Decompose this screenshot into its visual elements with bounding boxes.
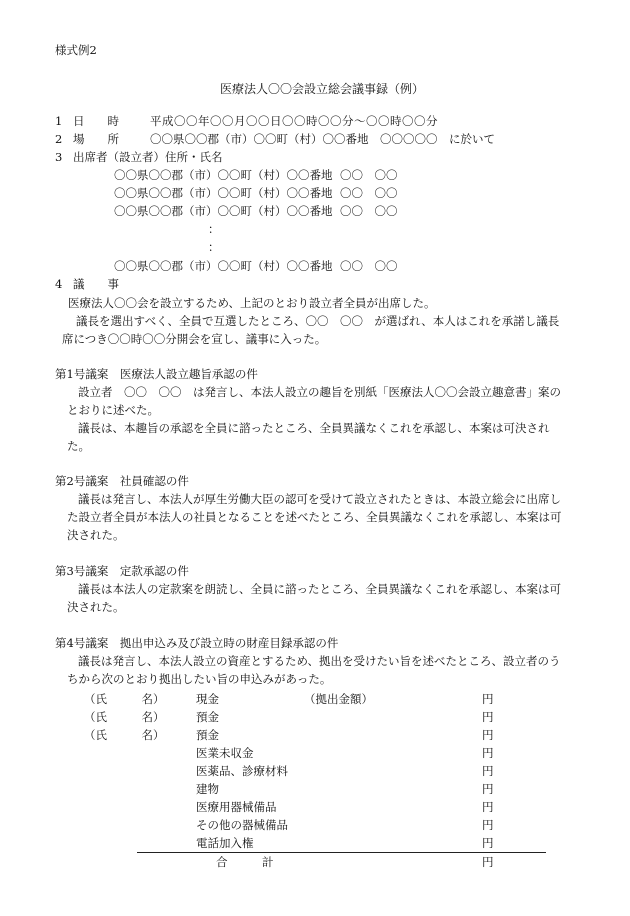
datetime-value: 平成〇〇年〇〇月〇〇日〇〇時〇〇分～〇〇時〇〇分 [150,114,438,128]
proceedings-line: 議長を選出すべく、全員で互選したところ、〇〇 〇〇 が選ばれ、本人はこれを承諾し議長 [76,314,560,328]
proceedings-line: 席につき〇〇時〇〇分開会を宣し、議事に入った。 [62,332,327,346]
asset-item: その他の器械備品 [196,818,288,832]
yen-unit: 円 [482,800,494,814]
attendee-address: 〇〇県〇〇郡（市）〇〇町（村）〇〇番地 [114,259,333,273]
asset-item: 建物 [196,782,219,796]
yen-unit: 円 [482,692,494,706]
agenda-line: 議長は本法人の定款案を朗読し、全員に諮ったところ、全員異議なくこれを承認し、本案は可 [78,582,561,596]
agenda-title: 第3号議案 定款承認の件 [55,564,189,578]
yen-unit: 円 [482,728,494,742]
attendees-label: 出席者（設立者）住所・氏名 [73,150,223,164]
yen-unit: 円 [482,818,494,832]
attendee-address: 〇〇県〇〇郡（市）〇〇町（村）〇〇番地 [114,204,333,218]
asset-item: 預金 [196,710,219,724]
ellipsis-mark: ： [208,222,220,236]
total-rule [137,852,546,853]
yen-unit: 円 [482,855,494,869]
place-label: 場 所 [73,132,119,146]
yen-unit: 円 [482,836,494,850]
agenda-title: 第2号議案 社員確認の件 [55,474,189,488]
agenda-line: 議長は発言し、本法人設立の資産とするため、拠出を受けたい旨を述べたところ、設立者のう [78,654,561,668]
agenda-title: 第4号議案 拠出申込み及び設立時の財産目録承認の件 [55,636,339,650]
document-title: 医療法人〇〇会設立総会議事録（例） [220,82,425,96]
item-number: 4 [55,277,63,291]
agenda-line: とおりに述べた。 [67,403,159,417]
agenda-line: 決された。 [67,600,125,614]
item-number: 1 [55,114,63,128]
proceedings-line: 医療法人〇〇会を設立するため、上記のとおり設立者全員が出席した。 [68,296,436,310]
agenda-title: 第1号議案 医療法人設立趣旨承認の件 [55,367,258,381]
asset-item: 医療用器械備品 [196,800,277,814]
agenda-line: ちから次のとおり拠出したい旨の申込みがあった。 [67,672,332,686]
place-value: 〇〇県〇〇郡（市）〇〇町（村）〇〇番地 〇〇〇〇〇 に於いて [150,132,495,146]
yen-unit: 円 [482,782,494,796]
attendee-address: 〇〇県〇〇郡（市）〇〇町（村）〇〇番地 [114,168,333,182]
item-number: 3 [55,150,63,164]
amount-header: （拠出金額） [304,692,373,706]
agenda-line: 設立者 〇〇 〇〇 は発言し、本法人設立の趣旨を別紙「医療法人〇〇会設立趣意書」案の [78,385,561,399]
contributor-name: （氏 名） [84,692,165,706]
agenda-line: た。 [67,439,90,453]
asset-item: 医業未収金 [196,746,254,760]
item-number: 2 [55,132,63,146]
yen-unit: 円 [482,764,494,778]
asset-item: 現金 [196,692,219,706]
agenda-line: た設立者全員が本法人の社員となることを述べたところ、全員異議なくこれを承認し、本案は可 [67,510,562,524]
agenda-line: 議長は発言し、本法人が厚生労働大臣の認可を受けて設立されたときは、本設立総会に出席し [78,492,561,506]
asset-item: 預金 [196,728,219,742]
ellipsis-mark: ： [208,240,220,254]
agenda-line: 決された。 [67,528,125,542]
yen-unit: 円 [482,746,494,760]
attendee-name: 〇〇 〇〇 [340,186,398,200]
form-label: 様式例2 [55,43,97,57]
asset-item: 電話加入権 [196,836,254,850]
attendee-name: 〇〇 〇〇 [340,204,398,218]
attendee-name: 〇〇 〇〇 [340,168,398,182]
attendee-name: 〇〇 〇〇 [340,259,398,273]
contributor-name: （氏 名） [84,710,165,724]
total-label: 合 計 [216,855,274,869]
datetime-label: 日 時 [73,114,119,128]
proceedings-label: 議 事 [73,277,119,291]
attendee-address: 〇〇県〇〇郡（市）〇〇町（村）〇〇番地 [114,186,333,200]
contributor-name: （氏 名） [84,728,165,742]
agenda-line: 議長は、本趣旨の承認を全員に諮ったところ、全員異議なくこれを承認し、本案は可決され [78,421,550,435]
yen-unit: 円 [482,710,494,724]
asset-item: 医薬品、診療材料 [196,764,288,778]
